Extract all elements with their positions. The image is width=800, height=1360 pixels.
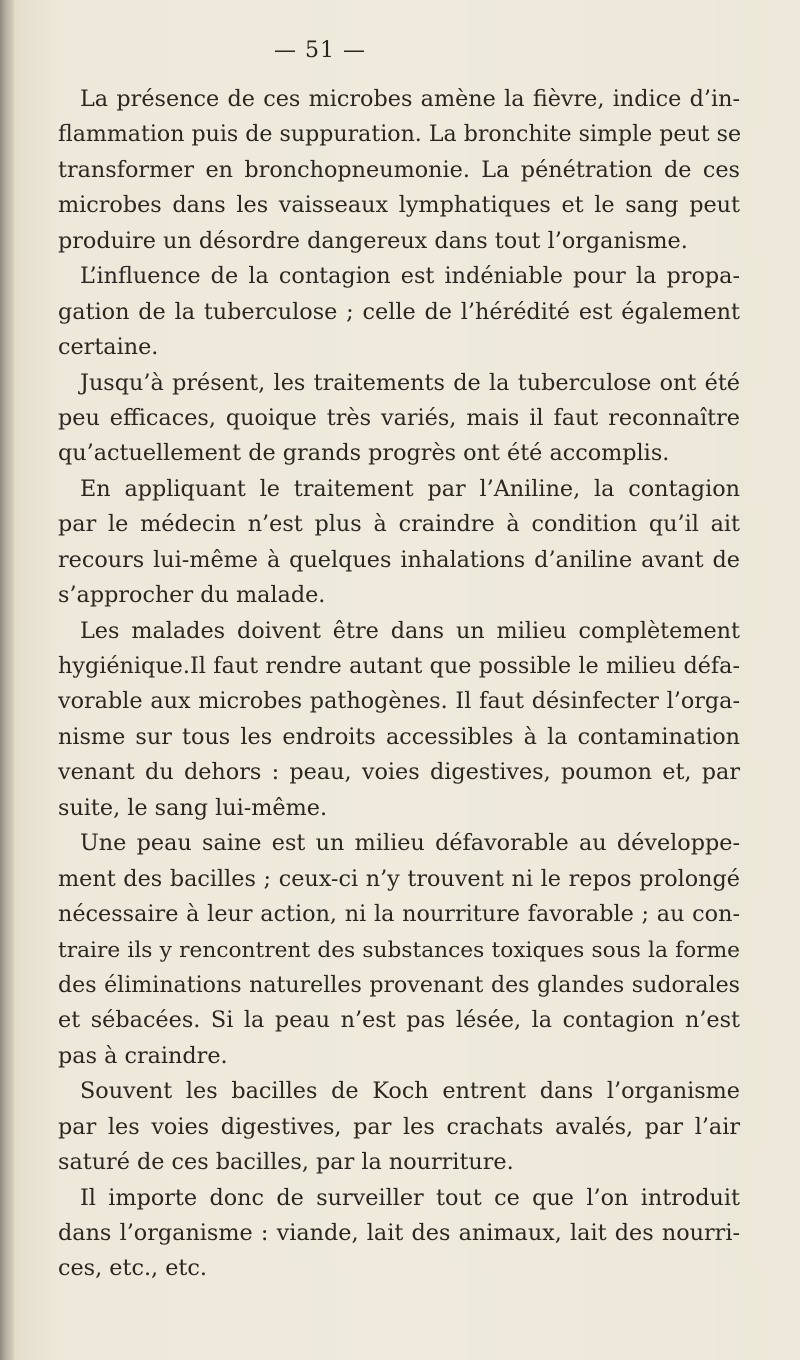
text-line: microbes dans les vaisseaux lymphatiques et le sang peut bbox=[58, 192, 740, 219]
text-line: Une peau saine est un milieu défavorable au développe- bbox=[80, 830, 740, 857]
text-line: certaine. bbox=[58, 334, 159, 361]
text-line: par le médecin n’est plus à craindre à condition qu’il ait bbox=[58, 511, 740, 538]
text-line: Il importe donc de surveiller tout ce que l’on introduit bbox=[80, 1184, 740, 1211]
text-line: flammation puis de suppuration. La bronchite simple peut se bbox=[58, 121, 742, 148]
text-line: par les voies digestives, par les crachats avalés, par l’air bbox=[58, 1113, 740, 1140]
page-number: — 51 — bbox=[274, 38, 366, 63]
body-text bbox=[58, 82, 740, 1287]
text-line: pas à craindre. bbox=[58, 1042, 228, 1069]
text-line: s’approcher du malade. bbox=[58, 582, 326, 609]
text-line: et sébacées. Si la peau n’est pas lésée, la contagion n’est bbox=[58, 1007, 740, 1034]
text-line: Les malades doivent être dans un milieu complètement bbox=[80, 617, 740, 644]
text-line: venant du dehors : peau, voies digestives, poumon et, par bbox=[58, 759, 740, 786]
text-line: nécessaire à leur action, ni la nourriture favorable ; au con- bbox=[58, 901, 740, 928]
text-line: saturé de ces bacilles, par la nourriture. bbox=[58, 1149, 514, 1176]
text-line: gation de la tuberculose ; celle de l’hérédité est également bbox=[58, 298, 740, 325]
text-line: dans l’organisme : viande, lait des animaux, lait des nourri- bbox=[58, 1220, 740, 1246]
text-line: peu efficaces, quoique très variés, mais il faut reconnaître bbox=[58, 404, 740, 431]
text-line: des éliminations naturelles provenant des glandes sudorales bbox=[58, 971, 740, 998]
text-line: transformer en bronchopneumonie. La pénétration de ces bbox=[58, 156, 740, 183]
text-line: hygiénique.Il faut rendre autant que possible le milieu défa- bbox=[58, 653, 740, 679]
text-line: En appliquant le traitement par l’Aniline, la contagion bbox=[80, 475, 740, 502]
text-line: traire ils y rencontrent des substances toxiques sous la forme bbox=[58, 937, 740, 963]
text-line: L’influence de la contagion est indéniable pour la propa- bbox=[80, 263, 740, 290]
text-line: recours lui-même à quelques inhalations d’aniline avant de bbox=[58, 546, 740, 573]
text-line: Jusqu’à présent, les traitements de la tuberculose ont été bbox=[80, 369, 740, 396]
text-line: ment des bacilles ; ceux-ci n’y trouvent ni le repos prolongé bbox=[58, 865, 740, 892]
text-line: ces, etc., etc. bbox=[58, 1255, 207, 1282]
text-line: Souvent les bacilles de Koch entrent dans l’organisme bbox=[80, 1078, 740, 1105]
text-line: produire un désordre dangereux dans tout l’organisme. bbox=[58, 227, 688, 254]
text-line: nisme sur tous les endroits accessibles à la contamination bbox=[58, 723, 740, 750]
text-line: suite, le sang lui-même. bbox=[58, 794, 328, 821]
text-line: vorable aux microbes pathogènes. Il faut désinfecter l’orga- bbox=[58, 688, 740, 715]
text-line: La présence de ces microbes amène la fièvre, indice d’in- bbox=[80, 86, 740, 112]
book-binding-edge bbox=[0, 0, 14, 1360]
text-line: qu’actuellement de grands progrès ont été accomplis. bbox=[58, 440, 670, 467]
